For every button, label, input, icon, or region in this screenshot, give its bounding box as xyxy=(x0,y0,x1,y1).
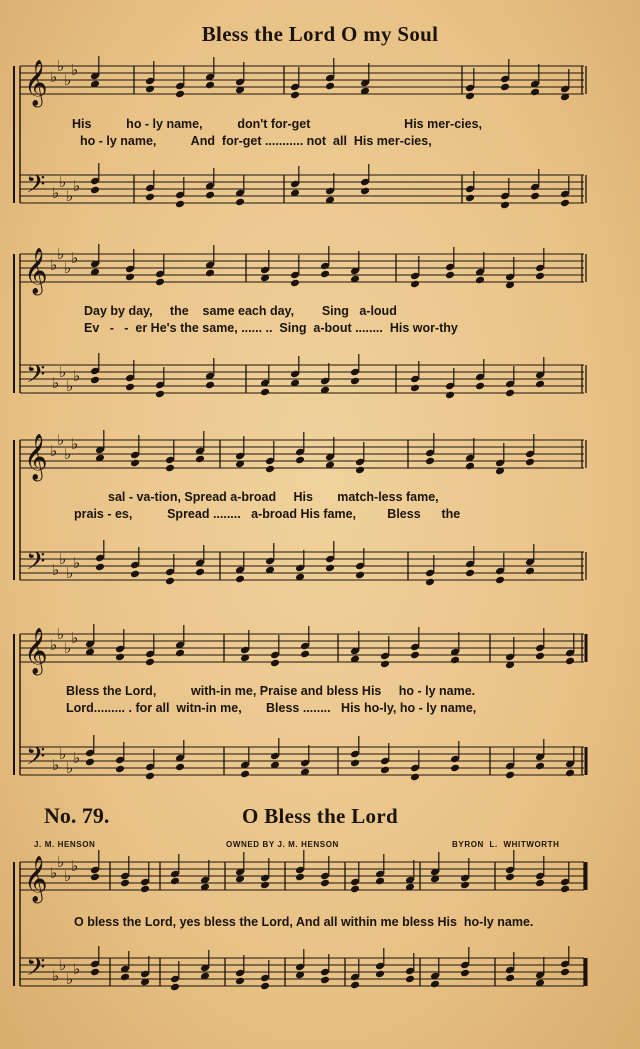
note-head xyxy=(325,82,335,91)
note-head xyxy=(355,571,365,580)
flat-icon: ♭ xyxy=(64,71,72,89)
note-head xyxy=(425,578,435,587)
arranger-credit: BYRON L. WHITWORTH xyxy=(452,840,560,849)
lyric-line-verse2: Lord......... . for all witn-in me, Bless ........ His ho-ly, ho - ly name, xyxy=(66,701,477,715)
flat-icon: ♭ xyxy=(59,550,67,568)
hymn-number: No. 79. xyxy=(44,803,110,828)
note-head xyxy=(535,272,545,281)
flat-icon: ♭ xyxy=(50,256,58,274)
hymn-title: O Bless the Lord xyxy=(242,804,398,828)
flat-icon: ♭ xyxy=(50,442,58,460)
bass-clef-icon: 𝄢 xyxy=(26,360,46,395)
note-head xyxy=(475,382,485,391)
flat-icon: ♭ xyxy=(52,967,60,985)
note-head xyxy=(465,569,475,578)
note-head xyxy=(235,977,245,986)
note-head xyxy=(85,758,95,767)
bass-clef-icon: 𝄢 xyxy=(26,742,46,777)
note-head xyxy=(535,652,545,661)
note-head xyxy=(410,384,420,393)
note-head xyxy=(350,759,360,768)
note-head xyxy=(90,376,100,385)
flat-icon: ♭ xyxy=(64,867,72,885)
flat-icon: ♭ xyxy=(73,554,81,572)
note-head xyxy=(290,279,300,288)
note-head xyxy=(175,649,185,658)
note-head xyxy=(235,575,245,584)
note-head xyxy=(320,270,330,279)
note-head xyxy=(565,657,575,666)
flat-icon: ♭ xyxy=(64,259,72,277)
note-head xyxy=(90,968,100,977)
note-head xyxy=(500,201,510,210)
treble-clef-icon: 𝄞 xyxy=(24,60,48,106)
note-head xyxy=(350,377,360,386)
flat-icon: ♭ xyxy=(71,61,79,79)
flat-icon: ♭ xyxy=(66,377,74,395)
flat-icon: ♭ xyxy=(52,756,60,774)
note-head xyxy=(380,766,390,775)
lyric-line: O bless the Lord, yes bless the Lord, And all within me bless His ho-ly name. xyxy=(74,915,534,929)
note-head xyxy=(450,656,460,665)
note-head xyxy=(175,90,185,99)
note-head xyxy=(465,462,475,471)
note-head xyxy=(460,969,470,978)
flat-icon: ♭ xyxy=(64,445,72,463)
flat-icon: ♭ xyxy=(52,561,60,579)
note-head xyxy=(300,650,310,659)
note-head xyxy=(380,660,390,669)
note-head xyxy=(240,770,250,779)
flat-icon: ♭ xyxy=(71,435,79,453)
note-head xyxy=(295,456,305,465)
note-head xyxy=(295,873,305,882)
flat-icon: ♭ xyxy=(59,745,67,763)
treble-clef-icon: 𝄞 xyxy=(24,856,48,902)
note-head xyxy=(115,765,125,774)
note-head xyxy=(205,191,215,200)
note-head xyxy=(125,383,135,392)
flat-icon: ♭ xyxy=(64,639,72,657)
flat-icon: ♭ xyxy=(57,57,65,75)
note-head xyxy=(465,194,475,203)
note-head xyxy=(205,269,215,278)
flat-icon: ♭ xyxy=(71,857,79,875)
note-head xyxy=(505,771,515,780)
note-head xyxy=(270,659,280,668)
bass-clef-icon: 𝄢 xyxy=(26,547,46,582)
note-head xyxy=(290,91,300,100)
note-head xyxy=(120,879,130,888)
note-head xyxy=(195,455,205,464)
note-head xyxy=(530,192,540,201)
note-head xyxy=(145,772,155,781)
note-head xyxy=(475,276,485,285)
note-head xyxy=(445,391,455,400)
note-head xyxy=(195,568,205,577)
note-head xyxy=(460,881,470,890)
note-head xyxy=(410,773,420,782)
note-head xyxy=(410,280,420,289)
note-head xyxy=(120,973,130,982)
flat-icon: ♭ xyxy=(73,749,81,767)
flat-icon: ♭ xyxy=(52,184,60,202)
note-head xyxy=(205,381,215,390)
note-head xyxy=(360,187,370,196)
note-head xyxy=(320,879,330,888)
note-head xyxy=(425,457,435,466)
note-head xyxy=(125,273,135,282)
note-head xyxy=(140,885,150,894)
note-head xyxy=(560,968,570,977)
note-head xyxy=(445,271,455,280)
flat-icon: ♭ xyxy=(66,970,74,988)
note-head xyxy=(130,570,140,579)
note-head xyxy=(155,390,165,399)
lyric-line-verse1: sal - va-tion, Spread a-broad His match-less fame, xyxy=(108,490,439,504)
flat-icon: ♭ xyxy=(59,956,67,974)
note-head xyxy=(375,970,385,979)
flat-icon: ♭ xyxy=(66,564,74,582)
flat-icon: ♭ xyxy=(71,629,79,647)
note-head xyxy=(565,769,575,778)
flat-icon: ♭ xyxy=(66,187,74,205)
note-head xyxy=(145,658,155,667)
flat-icon: ♭ xyxy=(73,177,81,195)
note-head xyxy=(505,389,515,398)
flat-icon: ♭ xyxy=(57,625,65,643)
note-head xyxy=(165,577,175,586)
note-head xyxy=(405,975,415,984)
note-head xyxy=(320,976,330,985)
note-head xyxy=(170,877,180,886)
note-head xyxy=(505,873,515,882)
flat-icon: ♭ xyxy=(57,853,65,871)
flat-icon: ♭ xyxy=(50,68,58,86)
note-head xyxy=(530,88,540,97)
note-head xyxy=(115,653,125,662)
flat-icon: ♭ xyxy=(52,374,60,392)
lyric-line-verse1: Day by day, the same each day, Sing a-loud xyxy=(84,304,397,318)
lyric-line-verse2: ho - ly name, And for-get ........... not all His mer-cies, xyxy=(80,134,432,148)
note-head xyxy=(145,193,155,202)
note-head xyxy=(325,564,335,573)
flat-icon: ♭ xyxy=(71,249,79,267)
flat-icon: ♭ xyxy=(73,367,81,385)
note-head xyxy=(350,981,360,990)
flat-icon: ♭ xyxy=(73,960,81,978)
note-head xyxy=(235,198,245,207)
note-head xyxy=(560,199,570,208)
note-head xyxy=(535,879,545,888)
copyright-credit: OWNED BY J. M. HENSON xyxy=(226,840,339,849)
flat-icon: ♭ xyxy=(59,173,67,191)
flat-icon: ♭ xyxy=(57,245,65,263)
flat-icon: ♭ xyxy=(57,431,65,449)
note-head xyxy=(155,278,165,287)
note-head xyxy=(495,576,505,585)
note-head xyxy=(465,92,475,101)
flat-icon: ♭ xyxy=(50,864,58,882)
flat-icon: ♭ xyxy=(59,363,67,381)
note-head xyxy=(450,764,460,773)
note-head xyxy=(260,388,270,397)
note-head xyxy=(430,980,440,989)
note-head xyxy=(350,885,360,894)
note-head xyxy=(175,200,185,209)
note-head xyxy=(560,885,570,894)
note-head xyxy=(265,465,275,474)
note-head xyxy=(90,873,100,882)
bass-clef-icon: 𝄢 xyxy=(26,170,46,205)
note-head xyxy=(375,877,385,886)
note-head xyxy=(165,464,175,473)
note-head xyxy=(525,567,535,576)
lyric-line-verse2: prais - es, Spread ........ a-broad His fame, Bless the xyxy=(74,507,461,521)
note-head xyxy=(525,458,535,467)
note-head xyxy=(500,83,510,92)
note-head xyxy=(205,81,215,90)
treble-clef-icon: 𝄞 xyxy=(24,248,48,294)
note-head xyxy=(175,763,185,772)
note-head xyxy=(355,466,365,475)
treble-clef-icon: 𝄞 xyxy=(24,434,48,480)
treble-clef-icon: 𝄞 xyxy=(24,628,48,674)
flat-icon: ♭ xyxy=(50,636,58,654)
note-head xyxy=(505,974,515,983)
note-head xyxy=(535,762,545,771)
note-head xyxy=(170,983,180,992)
composer-credit: J. M. HENSON xyxy=(34,840,96,849)
note-head xyxy=(260,881,270,890)
note-head xyxy=(145,85,155,94)
bass-clef-icon: 𝄢 xyxy=(26,953,46,988)
hymn-title: Bless the Lord O my Soul xyxy=(201,22,439,46)
lyric-line-verse1: His ho - ly name, don't for-get His mer-cies, xyxy=(72,117,482,131)
note-head xyxy=(95,563,105,572)
flat-icon: ♭ xyxy=(66,759,74,777)
note-head xyxy=(260,982,270,991)
note-head xyxy=(410,651,420,660)
note-head xyxy=(90,186,100,195)
lyric-line-verse2: Ev - - er He's the same, ...... .. Sing a-bout ........ His wor-thy xyxy=(84,321,458,335)
note-head xyxy=(130,459,140,468)
note-head xyxy=(535,380,545,389)
lyric-line-verse1: Bless the Lord, with-in me, Praise and bless His ho - ly name. xyxy=(66,684,476,698)
